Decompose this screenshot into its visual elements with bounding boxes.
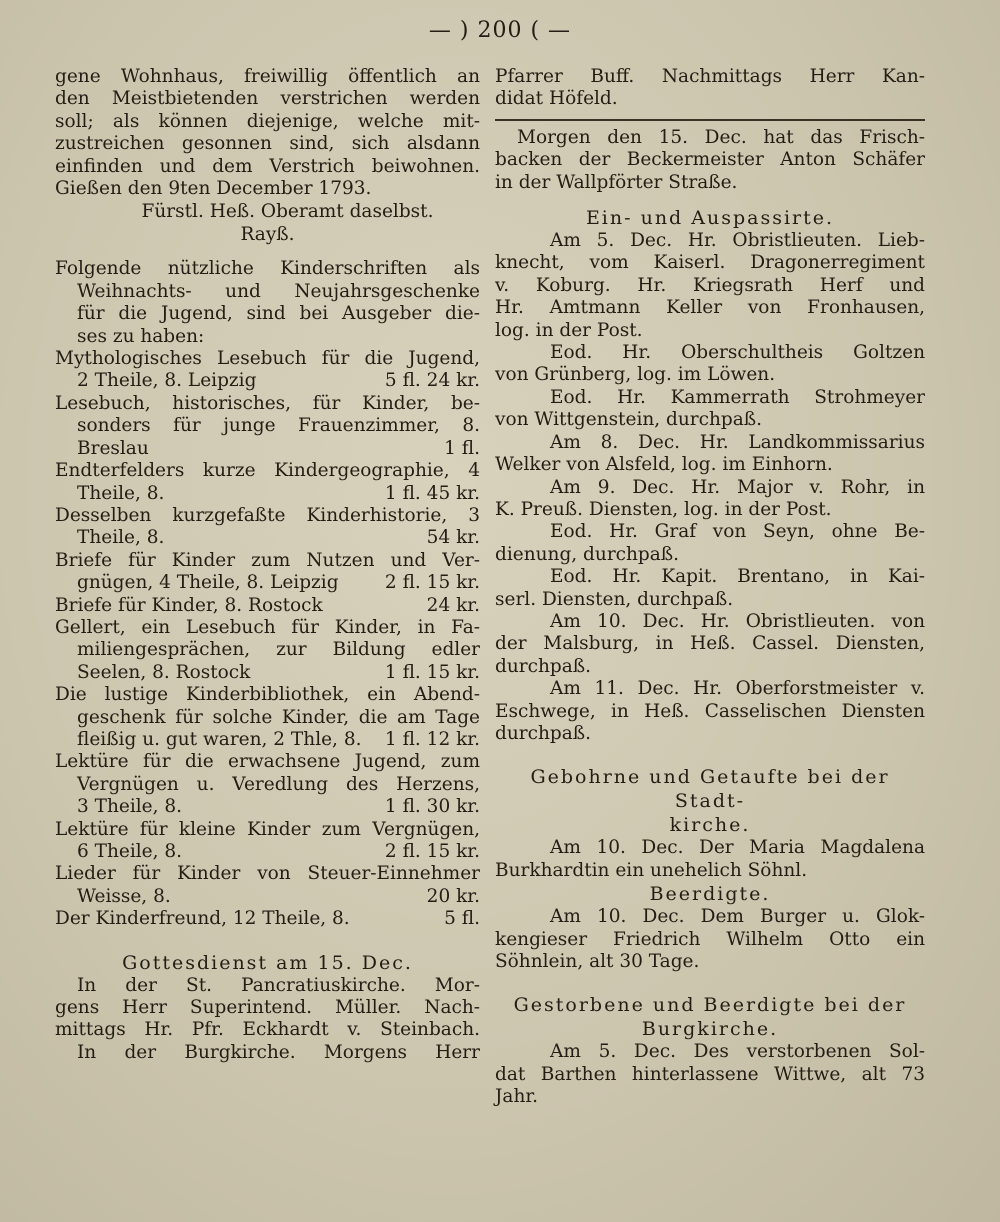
baker-notice: [495, 127, 925, 194]
text-line: Am 9. Dec. Hr. Major v. Rohr, in: [550, 476, 925, 498]
book-item: Briefe für Kinder, 8. Rostock 24 kr.: [55, 594, 480, 616]
book-price: 24 kr.: [426, 594, 480, 616]
book-price: 1 fl. 30 kr.: [384, 796, 480, 818]
page-number: — ) 200 ( —: [428, 18, 572, 43]
book-item: Lektüre für die erwachsene Jugend, zum Vergnügen u. Veredlung des Herzens, 3 Theile, 8. 1 fl. 30 kr.: [55, 751, 480, 818]
text-line: den Meistbietenden verstrichen werden: [55, 88, 480, 110]
text-line: Welker von Alsfeld, log. im Einhorn.: [495, 454, 833, 476]
text-line: dienung, durchpaß.: [495, 543, 680, 565]
text-line: zustreichen gesonnen sind, sich alsdann: [55, 133, 480, 155]
text-line: Am 10. Dec. Der Maria Magdalena: [550, 837, 925, 859]
text-line: Eod. Hr. Graf von Seyn, ohne Be-: [550, 521, 925, 543]
book-item: Desselben kurzgefaßte Kinderhistorie, 3 Theile, 8. 54 kr.: [55, 504, 480, 549]
section-title: Beerdigte.: [649, 883, 771, 906]
text-line: Eod. Hr. Kapit. Brentano, in Kai-: [550, 566, 925, 588]
text-line: v. Koburg. Hr. Kriegsrath Herf und: [495, 274, 925, 296]
text-line: Am 5. Dec. Des verstorbenen Sol-: [550, 1041, 925, 1063]
text-line: Jahr.: [495, 1086, 539, 1108]
text-line: Am 5. Dec. Hr. Obristlieuten. Lieb-: [550, 230, 925, 252]
section-title: Ein- und Auspassirte.: [585, 207, 835, 230]
text-line: gens Herr Superintend. Müller. Nach-: [55, 997, 480, 1019]
book-price: 54 kr.: [426, 527, 480, 549]
book-price: 1 fl. 15 kr.: [384, 661, 480, 683]
text-line: Burkhardtin ein unehelich Söhnl.: [495, 859, 808, 881]
right-column: [495, 66, 925, 1109]
church-service-section: [55, 951, 480, 1065]
text-line: für die Jugend, sind bei Ausgeber die-: [77, 303, 480, 325]
book-price: 1 fl. 45 kr.: [384, 482, 480, 504]
text-line: einfinden und dem Verstrich beiwohnen.: [55, 155, 480, 177]
book-item: Endterfelders kurze Kindergeographie, 4 Theile, 8. 1 fl. 45 kr.: [55, 460, 480, 504]
text-line: soll; als können diejenige, welche mit-: [55, 110, 480, 132]
text-line: Am 10. Dec. Dem Burger u. Glok-: [550, 906, 925, 928]
text-line: knecht, vom Kaiserl. Dragonerregiment: [495, 252, 925, 274]
text-line: Folgende nützliche Kinderschriften als: [55, 258, 480, 280]
book-price: 20 kr.: [426, 885, 480, 907]
text-line: backen der Beckermeister Anton Schäfer: [495, 149, 925, 171]
book-item: Mythologisches Lesebuch für die Jugend, 2 Theile, 8. Leipzig 5 fl. 24 kr.: [55, 348, 480, 392]
text-line: Gießen den 9ten December 1793.: [55, 178, 372, 200]
book-price: 2 fl. 15 kr.: [384, 572, 480, 594]
travellers-section: [495, 206, 925, 745]
text-line: K. Preuß. Diensten, log. in der Post.: [495, 498, 832, 520]
text-line: ses zu haben:: [77, 325, 205, 347]
section-title: Gebohrne und Getaufte bei der Stadt-: [530, 766, 890, 813]
deaths-section: [495, 993, 925, 1108]
book-price: 2 fl. 15 kr.: [384, 841, 480, 862]
text-line: Hr. Amtmann Keller von Fronhausen,: [495, 297, 925, 319]
book-price: 5 fl. 24 kr.: [384, 370, 480, 392]
text-line: In der St. Pancratiuskirche. Mor-: [77, 974, 480, 996]
book-price: 1 fl.: [444, 437, 480, 459]
text-line: mittags Hr. Pfr. Eckhardt v. Steinbach.: [55, 1019, 480, 1041]
books-advert: [55, 258, 480, 930]
text-line: dat Barthen hinterlassene Wittwe, alt 73: [495, 1063, 925, 1085]
book-item: Die lustige Kinderbibliothek, ein Abend- geschenk für solche Kinder, die am Tage fleißig u. gut waren, 2 Thle, 8. 1 fl. 12 kr.: [55, 684, 480, 750]
book-item: Briefe für Kinder zum Nutzen und Ver- gnügen, 4 Theile, 8. Leipzig 2 fl. 15 kr.: [55, 549, 480, 594]
text-line: von Grünberg, log. im Löwen.: [495, 364, 776, 386]
text-line: serl. Diensten, durchpaß.: [495, 588, 734, 610]
text-line: Am 8. Dec. Hr. Landkommissarius: [550, 431, 925, 453]
text-line: durchpaß.: [495, 722, 591, 744]
book-item: Lesebuch, historisches, für Kinder, be- sonders für junge Frauenzimmer, 8. Breslau 1 fl.: [55, 392, 480, 459]
text-line: Weihnachts- und Neujahrsgeschenke: [77, 280, 480, 302]
text-line: von Wittgenstein, durchpaß.: [495, 409, 763, 431]
text-line: log. in der Post.: [495, 319, 643, 341]
text-line: Am 11. Dec. Hr. Oberforstmeister v.: [550, 678, 925, 700]
section-title: Burgkirche.: [641, 1018, 779, 1041]
births-section: [495, 765, 925, 973]
text-line: kengieser Friedrich Wilhelm Otto ein: [495, 928, 925, 950]
book-item: Der Kinderfreund, 12 Theile, 8. 5 fl.: [55, 908, 480, 930]
section-title: Gottesdienst am 15. Dec.: [122, 951, 413, 974]
office-signature: Fürstl. Heß. Oberamt daselbst.: [141, 201, 434, 223]
text-line: Morgen den 15. Dec. hat das Frisch-: [517, 126, 925, 148]
book-item: Lieder für Kinder von Steuer-Einnehmer Weisse, 8. 20 kr.: [55, 863, 480, 907]
book-item: Lektüre für kleine Kinder zum Vergnügen, 6 Theile, 8. 2 fl. 15 kr.: [55, 818, 480, 862]
left-column: [55, 66, 480, 1064]
text-line: Am 10. Dec. Hr. Obristlieuten. von: [550, 610, 925, 632]
text-line: Pfarrer Buff. Nachmittags Herr Kan-: [495, 66, 925, 87]
text-line: Eod. Hr. Oberschultheis Goltzen: [550, 342, 925, 364]
text-line: didat Höfeld.: [495, 88, 618, 110]
text-line: durchpaß.: [495, 655, 591, 677]
text-line: Eod. Hr. Kammerrath Strohmeyer: [550, 386, 925, 408]
signature-name: Rayß.: [240, 224, 295, 246]
book-price: 1 fl. 12 kr.: [384, 728, 480, 750]
text-line: Eschwege, in Heß. Casselischen Diensten: [495, 700, 925, 722]
section-title: Gestorbene und Beerdigte bei der: [513, 994, 907, 1017]
text-line: der Malsburg, in Heß. Cassel. Diensten,: [495, 633, 925, 655]
text-line: Söhnlein, alt 30 Tage.: [495, 951, 700, 972]
text-line: gene Wohnhaus, freiwillig öffentlich an: [55, 66, 480, 87]
text-line: In der Burgkirche. Morgens Herr: [77, 1041, 480, 1063]
section-divider: [495, 119, 925, 121]
book-item: Gellert, ein Lesebuch für Kinder, in Fa- miliengesprächen, zur Bildung edler Seelen, 8. Rostock 1 fl. 15 kr.: [55, 616, 480, 683]
text-line: in der Wallpförter Straße.: [495, 171, 738, 193]
section-title: kirche.: [669, 814, 751, 837]
church-service-continued: [495, 66, 925, 111]
auction-notice: [55, 66, 480, 246]
book-price: 5 fl.: [444, 908, 480, 930]
